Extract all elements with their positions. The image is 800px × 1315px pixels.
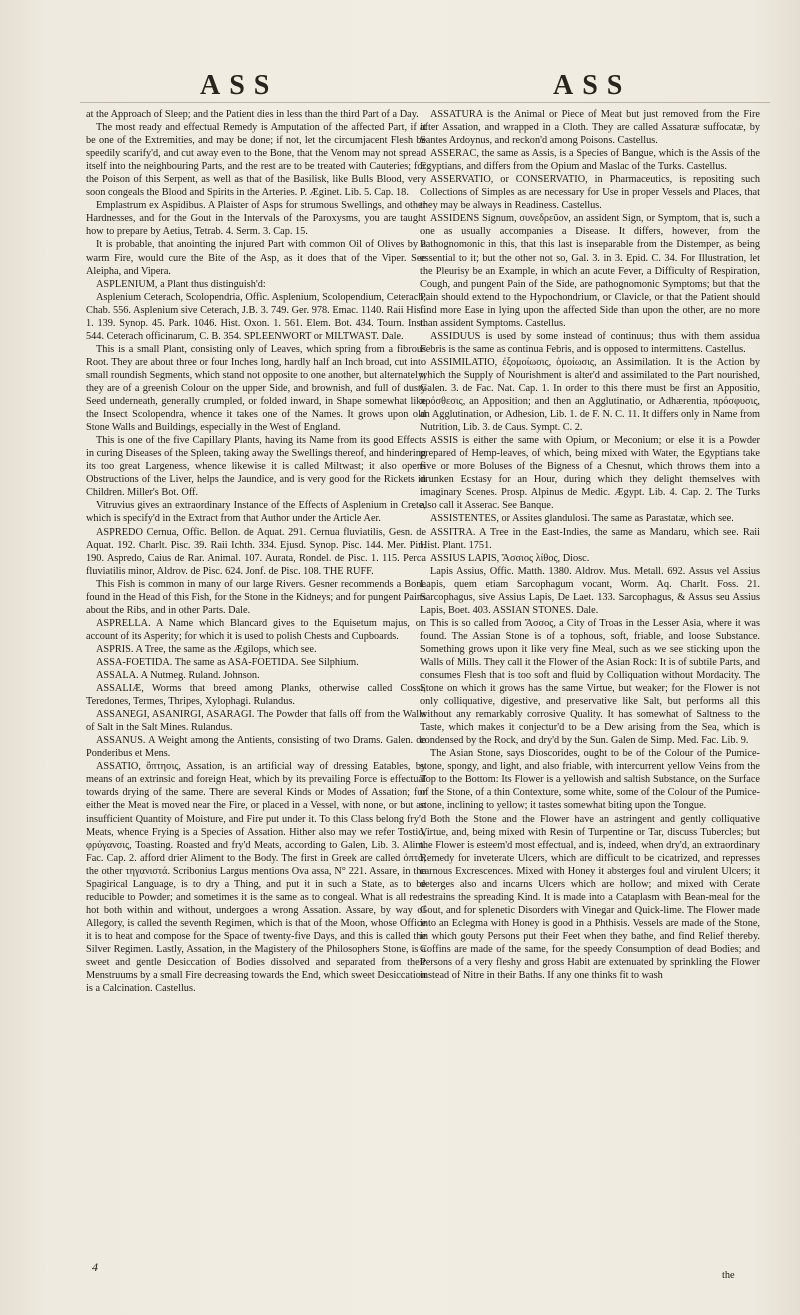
- header-rule: [80, 102, 770, 103]
- right-column: [420, 108, 760, 982]
- paragraph: ASSERAC, the same as Assis, is a Species of Bangue, which is the Assis of the Egyptians, and differs from the Opium and Maslac of the Turks. Castellus.: [420, 148, 760, 173]
- paragraph: ASSISTENTES, or Assites glandulosi. The same as Parastatæ, which see.: [430, 513, 734, 525]
- running-head-right: ASS: [553, 70, 632, 101]
- paragraph: This is a small Plant, consisting only of Leaves, which spring from a fibrous Root. They are about three or four Inches long, hardly half an Inch broad, cut into small roundish Segments, which stand not opposite to one another, but alternately; they are of a greenish Colour on the upper Side, and brownish, and full of dusty Seed underneath, generally crumpled, or folded inward, in Shape somewhat like the Insect Scolopendra, whence it takes one of the Names. It grows upon old Stone Walls and Buildings, especially in the West of England.: [86, 343, 426, 434]
- paragraph: ASSIDUUS is used by some instead of continuus; thus with them assidua Febris is the same as continua Febris, and is opposed to intermittens. Castellus.: [420, 330, 760, 355]
- paragraph: This is one of the five Capillary Plants, having its Name from its good Effects in curing Diseases of the Spleen, taking away the Swellings thereof, and hindering its too great Largeness, whence likewise it is called Miltwast; it also opens Obstructions of the Liver, helps the Jaundice, and is very good for the Rickets in Children. Miller's Bot. Off.: [86, 435, 426, 499]
- paragraph: Emplastrum ex Aspidibus. A Plaister of Asps for strumous Swellings, and other Hardnesses, and for the Gout in the Intervals of the Paroxysms, you are taught how to prepare by Aetius, Tetrab. 4. Serm. 3. Cap. 15.: [86, 200, 426, 238]
- paragraph: ASSATIO, ὄπτησις, Assation, is an artificial way of dressing Eatables, by means of an extrinsic and foreign Heat, which by its prevailing Force is effectual towards drying of the same. There are several Kinds or Modes of Assation; for either the Meat is moved near the Fire, or placed in a Vessel, with none, or but an insufficient Quantity of Moisture, and Fire put under it. To this Class belong fry'd Meats, whence Frying is a Species of Assation. Hither also may we refer Tostio, φρύγανσις, Toasting. Roasted and fry'd Meats, according to Galen, Lib. 3. Alim. Fac. Cap. 2. afford drier Aliment to the Body. The first in Greek are called ὀπτά, the other τηγανιστά. Scribonius Largus mentions Ova assa, N° 221. Assare, in the Spagirical Language, is to dry a Thing, and put it in such a State, as to be reducible to Powder; and sometimes it is the same as to congeal. What is all red-hot both within and without, undergoes a wrong Assation. Assare, by way of Allegory, is called the seventh Regimen, which is that of the Moon, whose Office it is to heat and compose for the Space of twenty-five Days, and this is called the Silver Regimen. Lastly, Assation, in the Magistery of the Philosophers Stone, is a sweet and gentle Desiccation of Bodies dissolved and separated from their Menstruums by a small Fire decreasing towards the End, which sweet Desiccation is a Calcination. Castellus.: [86, 761, 426, 995]
- page-number: 4: [92, 1260, 98, 1274]
- paragraph: ASPRELLA. A Name which Blancard gives to the Equisetum majus, on account of its Asperity; for which it is used to polish Chests and Cupboards.: [86, 617, 426, 642]
- paragraph: ASSA-FOETIDA. The same as ASA-FOETIDA. See Silphium.: [96, 656, 359, 668]
- paragraph: ASSANUS. A Weight among the Antients, consisting of two Drams. Galen. de Ponderibus et Mens.: [86, 735, 426, 760]
- paragraph: Both the Stone and the Flower have an astringent and gently colliquative Virtue, and, being mixed with Resin of Turpentine or Tar, discuss Tubercles; but the Flower is esteem'd most effectual, and is, indeed, when dry'd, an extraordinary Remedy for inveterate Ulcers, which are difficult to be cicatrized, and represses carnous Excrescences. Mixed with Honey it absterges foul and virulent Ulcers; it deterges also and incarns Ulcers which are hollow; and mixed with Cerate restrains the spreading Kind. It is made into a Cataplasm with Bean-meal for the Gout, and for splenetic Disorders with Vinegar and Quick-lime. The Flower made into an Eclegma with Honey is good in a Phthisis. Vessels are made of the Stone, in which gouty Persons put their Feet when they bathe, and find Relief thereby. Coffins are made of the same, for the speedy Consumption of dead Bodies; and Persons of a very fleshy and gross Habit are extenuated by sprinkling the Flower instead of Nitre in their Baths. If any one thinks fit to wash: [420, 813, 760, 982]
- left-column: [86, 108, 426, 995]
- paragraph: Lapis Assius, Offic. Matth. 1380. Aldrov. Mus. Metall. 692. Assus vel Assius Lapis, quem etiam Sarcophagum vocant, Worm. Aq. Charlt. Foss. 21. Sarcophagus, sive Assius Lapis, De Laet. 133. Sarcophagus, & Assus seu Assius Lapis, Boet. 403. ASSIAN STONES. Dale.: [420, 565, 760, 616]
- paragraph: ASSIS is either the same with Opium, or Meconium; or else it is a Powder prepared of Hemp-leaves, of which, being mixed with Water, the Egyptians take five or more Boluses of the Bigness of a Chesnut, which throws them into a drunken Ecstasy for an Hour, during which they delight themselves with imaginary Scenes. Prosp. Alpinus de Medic. Ægypt. Lib. 4. Cap. 2. The Turks also call it Asserac. See Banque.: [420, 435, 760, 512]
- paragraph: ASSIMILATIO, ἐξομοίωσις, ὁμοίωσις, an Assimilation. It is the Action by which the Supply of Nourishment is alter'd and assimilated to the Part nourished, Galen. 3. de Fac. Nat. Cap. 1. In order to this there must be first an Appositio, πρόσθεσις, an Apposition; and then an Agglutinatio, or Adhærentia, πρόσφυσις, an Agglutination, or Adhesion, Lib. 1. de F. N. C. 11. It differs only in Name from Nutrition, Lib. 3. de Caus. Sympt. C. 2.: [420, 356, 760, 434]
- paragraph: ASPLENIUM, a Plant thus distinguish'd:: [96, 278, 266, 290]
- paragraph: ASSATURA is the Animal or Piece of Meat but just removed from the Fire after Assation, and wrapped in a Cloth. They are called Assaturæ suffocatæ, by Santes Ardoynus, and reckon'd among Poisons. Castellus.: [420, 109, 760, 147]
- paragraph: ASSALIÆ, Worms that breed among Planks, otherwise called Cossi, Teredones, Termes, Thripes, Xylophagi. Rulandus.: [86, 683, 426, 708]
- paragraph: This Fish is common in many of our large Rivers. Gesner recommends a Bone found in the Head of this Fish, for the Stone in the Kidneys; and for pungent Pains about the Ribs, and in other Parts. Dale.: [86, 578, 426, 616]
- catchword: the: [722, 1270, 735, 1281]
- paragraph: ASSIUS LAPIS, Ἄσσιος λίθος, Diosc.: [430, 552, 590, 564]
- paragraph: ASSERVATIO, or CONSERVATIO, in Pharmaceutics, is repositing such Collections of Simples as are necessary for Use in proper Vessels and Places, that they may be always in Readiness. Castellus.: [420, 174, 760, 212]
- paragraph: ASPRIS. A Tree, the same as the Ægilops, which see.: [96, 643, 317, 655]
- paragraph: ASPREDO Cernua, Offic. Bellon. de Aquat. 291. Cernua fluviatilis, Gesn. de Aquat. 192. Charlt. Pisc. 39. Raii Ichth. 334. Ejusd. Synop. Pisc. 144. Mer. Pin. 190. Aspredo, Caius de Rar. Animal. 107. Aurata, Rondel. de Pisc. 1. 115. Perca fluviatilis minor, Aldrov. de Pisc. 624. Jonf. de Pisc. 108. THE RUFF.: [86, 526, 426, 577]
- paragraph: Asplenium Ceterach, Scolopendria, Offic. Asplenium, Scolopendium, Ceterach, Chab. 556. Asplenium sive Ceterach, J.B. 3. 749. Ger. 978. Emac. 1140. Raii Hist. 1. 139. Synop. 45. Park. 1046. Hist. Oxon. 1. 561. Elem. Bot. 434. Tourn. Inst. 544. Ceterach officinarum, C. B. 354. SPLEENWORT or MILTWAST. Dale.: [86, 291, 426, 342]
- paragraph: Vitruvius gives an extraordinary Instance of the Effects of Asplenium in Crete, which is specify'd in the Extract from that Author under the Article Aer.: [86, 500, 426, 525]
- paragraph: It is probable, that anointing the injured Part with common Oil of Olives by a warm Fire, would cure the Bite of the Asp, as it does that of the Viper. See Aleipha, and Vipera.: [86, 239, 426, 277]
- running-head-left: ASS: [200, 70, 279, 101]
- paragraph: ASSITRA. A Tree in the East-Indies, the same as Mandaru, which see. Raii Hist. Plant. 1751.: [420, 526, 760, 551]
- paragraph: The Asian Stone, says Dioscorides, ought to be of the Colour of the Pumice-stone, spongy, and light, and also friable, with intercurrent yellow Veins from the Top to the Bottom: Its Flower is a yellowish and saltish Substance, on the Surface of the Stone, of a thin Contexture, some white, some of the Colour of the Pumice-stone, inclining to yellow; it tastes somewhat biting upon the Tongue.: [420, 748, 760, 812]
- paragraph: ASSALA. A Nutmeg. Ruland. Johnson.: [96, 670, 260, 682]
- paragraph: at the Approach of Sleep; and the Patient dies in less than the third Part of a Day.: [86, 109, 419, 120]
- paragraph: ASSANEGI, ASANIRGI, ASARAGI. The Powder that falls off from the Walls of Salt in the Salt Mines. Rulandus.: [86, 709, 426, 734]
- paragraph: This is so called from Ἄσσος, a City of Troas in the Lesser Asia, where it was found. The Assian Stone is of a tophous, soft, friable, and loose Substance. Something grows upon it like very fine Meal, such as we see sticking upon the Walls of Mills. They call it the Flower of the Asian Rock: It is of subtile Parts, and consumes Flesh that is too soft and fluid by Colliquation without Mordacity. The Stone on which it grows has the same Virtue, but weaker; for the Flower is not only colliquative, digestive, and preservative like Salt, but performs all this without any remarkably corrosive Quality. It has somewhat of Saltness to the Taste, which makes it conjectur'd to be a Dew arising from the Sea, which is condensed by the Rock, and dry'd by the Sun. Galen de Simp. Med. Fac. Lib. 9.: [420, 617, 760, 747]
- paragraph: ASSIDENS Signum, συνεδρεῦον, an assident Sign, or Symptom, that is, such a one as usually accompanies a Disease. It differs, however, from the Pathognomonic in this, that this last is inseparable from the Distemper, as being essential to it; but the other not so, Gal. 3. in 3. Epid. C. 34. For Illustration, let the Pleurisy be an Example, in which an acute Fever, a Difficulty of Respiration, Cough, and pungent Pain of the Side, are pathognomonic Symptoms; but that the Pain should extend to the Hypochondrium, or Clavicle, or that the Patient should find more Ease in lying upon the affected Side than upon the other, are no more than assident Symptoms. Castellus.: [420, 213, 760, 329]
- paragraph: The most ready and effectual Remedy is Amputation of the affected Part, if it be one of the Extremities, and may be done; if not, let the circumjacent Flesh be speedily scarify'd, and cut away even to the Bone, that the Venom may not spread itself into the neighbouring Parts, and the rest are to be treated with Cauteries; for the Poison of this Serpent, as well as that of the Basilisk, like Bulls Blood, very soon congeals the Blood and Spirits in the Arteries. P. Æginet. Lib. 5. Cap. 18.: [86, 122, 426, 199]
